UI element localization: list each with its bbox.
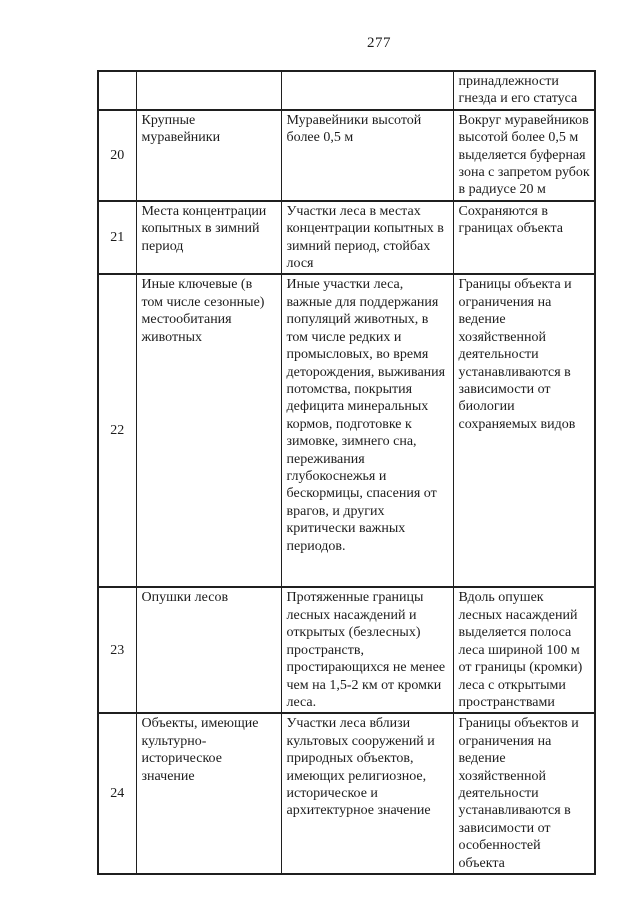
protection-measures-cell: Границы объекта и ограничения на ведение хозяйственной деятельности устанавливаются в зависимости от биологии сохраняемых видов <box>453 274 595 587</box>
table-row <box>98 587 595 713</box>
table-row <box>98 274 595 587</box>
protection-measures-cell: Вокруг муравейников высотой более 0,5 м выделяется буферная зона с запретом рубок в радиусе 20 м <box>453 110 595 201</box>
object-name-cell: Места концентрации копытных в зимний период <box>136 201 281 275</box>
object-name-cell <box>136 71 281 110</box>
key-biotopes-table <box>97 70 596 875</box>
object-definition-cell <box>281 71 453 110</box>
row-number-cell: 21 <box>98 201 136 275</box>
object-definition-cell: Иные участки леса, важные для поддержания популяций животных, в том числе редких и промысловых, во время деторождения, выживания потомства, покрытия дефицита минеральных кормов, подготовке к зимовке, зимнего сна, переживания глубокоснежья и бескормицы, спасения от врагов, и других критически важных периодов. <box>281 274 453 587</box>
table-row <box>98 110 595 201</box>
object-definition-cell: Протяженные границы лесных насаждений и открытых (безлесных) пространств, простирающихся не менее чем на 1,5-2 км от кромки леса. <box>281 587 453 713</box>
row-number-cell: 22 <box>98 274 136 587</box>
object-definition-cell: Муравейники высотой более 0,5 м <box>281 110 453 201</box>
row-number-cell: 24 <box>98 713 136 874</box>
object-name-cell: Иные ключевые (в том числе сезонные) местообитания животных <box>136 274 281 587</box>
table-row <box>98 713 595 874</box>
row-number-cell: 20 <box>98 110 136 201</box>
protection-measures-cell: Вдоль опушек лесных насаждений выделяется полоса леса шириной 100 м от границы (кромки) леса с открытыми пространствами <box>453 587 595 713</box>
protection-measures-cell: принадлежности гнезда и его статуса <box>453 71 595 110</box>
object-definition-cell: Участки леса в местах концентрации копытных в зимний период, стойбах лося <box>281 201 453 275</box>
protection-measures-cell: Границы объектов и ограничения на ведение хозяйственной деятельности устанавливаются в зависимости от особенностей объекта <box>453 713 595 874</box>
object-name-cell: Опушки лесов <box>136 587 281 713</box>
table-row <box>98 201 595 275</box>
page-number: 277 <box>367 35 391 51</box>
object-name-cell: Объекты, имеющие культурно-историческое значение <box>136 713 281 874</box>
object-name-cell: Крупные муравейники <box>136 110 281 201</box>
row-number-cell: 23 <box>98 587 136 713</box>
protection-measures-cell: Сохраняются в границах объекта <box>453 201 595 275</box>
object-definition-cell: Участки леса вблизи культовых сооружений и природных объектов, имеющих религиозное, историческое и архитектурное значение <box>281 713 453 874</box>
row-number-cell <box>98 71 136 110</box>
table-row <box>98 71 595 110</box>
